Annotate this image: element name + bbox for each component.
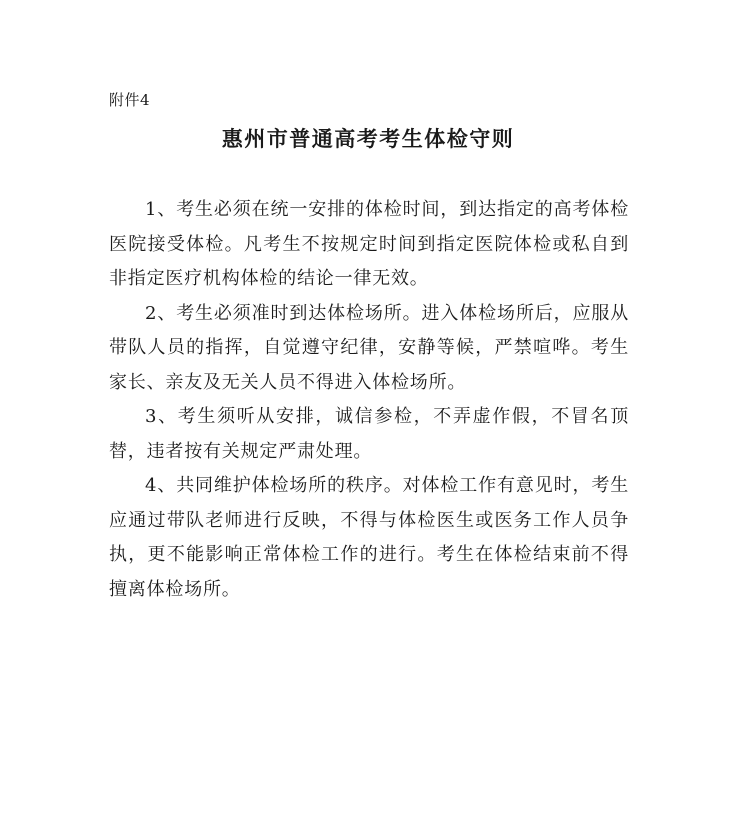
document-title: 惠州市普通高考考生体检守则: [221, 127, 515, 151]
rule-paragraph-1: 1、考生必须在统一安排的体检时间，到达指定的高考体检医院接受体检。凡考生不按规定时间到指定医院体检或私自到非指定医疗机构体检的结论一律无效。: [109, 199, 629, 289]
attachment-label: 附件4: [109, 91, 151, 109]
rule-paragraph-4: 4、共同维护体检场所的秩序。对体检工作有意见时，考生应通过带队老师进行反映，不得与体检医生或医务工作人员争执，更不能影响正常体检工作的进行。考生在体检结束前不得擅离体检场所。: [109, 475, 629, 600]
rule-paragraph-2: 2、考生必须准时到达体检场所。进入体检场所后，应服从带队人员的指挥，自觉遵守纪律，安静等候，严禁喧哗。考生家长、亲友及无关人员不得进入体检场所。: [109, 302, 629, 393]
document-body: [109, 193, 629, 607]
rule-paragraph-3: 3、考生须听从安排，诚信参检，不弄虚作假，不冒名顶替，违者按有关规定严肃处理。: [109, 406, 629, 462]
